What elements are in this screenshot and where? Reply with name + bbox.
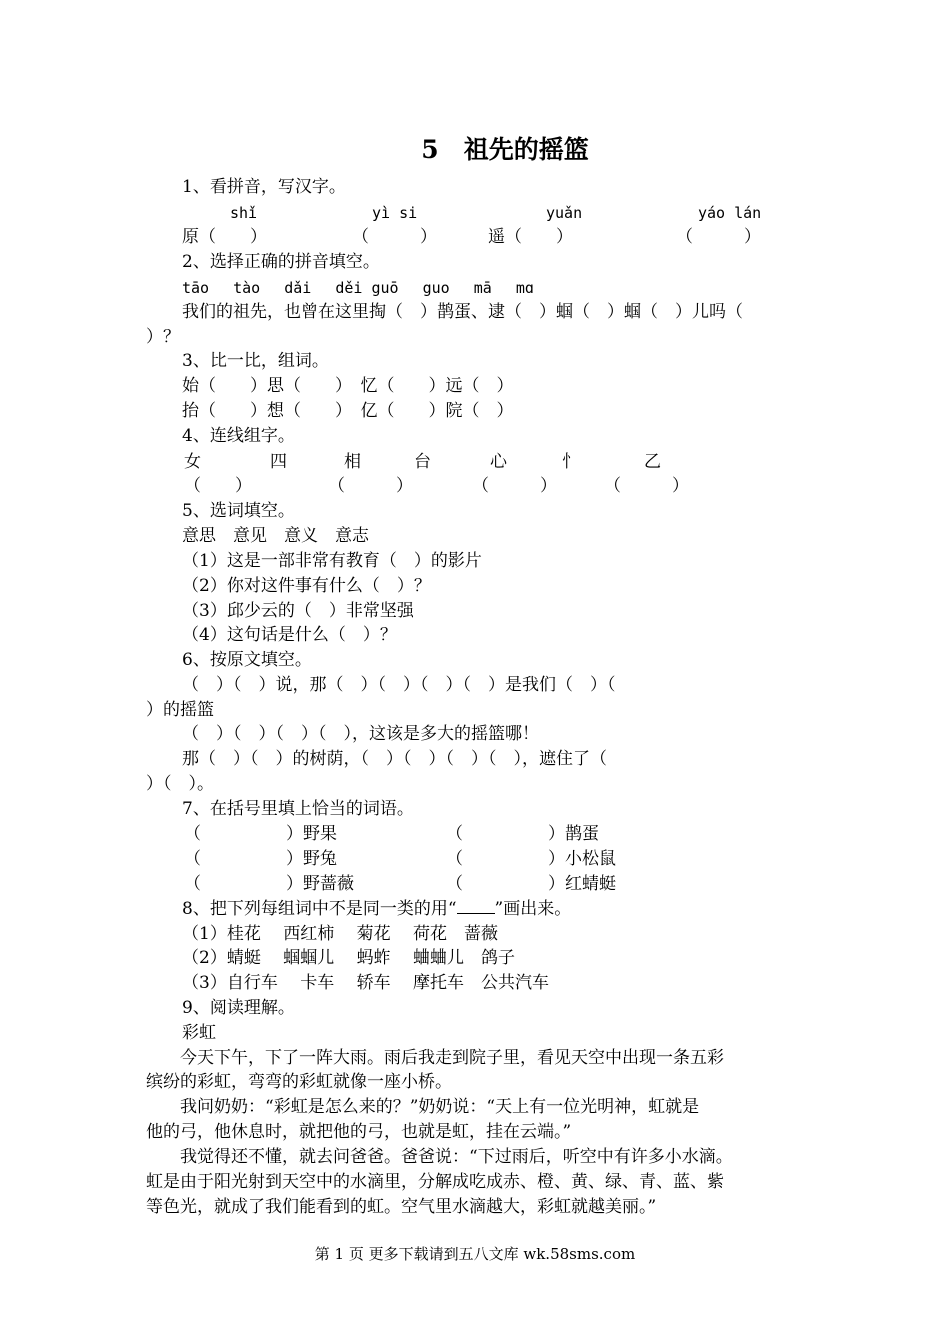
passage-title: 彩虹 — [182, 1023, 216, 1043]
passage-line-3: 我问奶奶：“彩虹是怎么来的？”奶奶说：“天上有一位光明神，虹就是 — [146, 1097, 700, 1117]
q1-heading: 1、看拼音，写汉字。 — [182, 177, 346, 197]
q7-row-3-right: （ ）红蜻蜓 — [446, 874, 616, 894]
q6-line-1: （ ）（ ）说，那（ ）（ ）（ ）（ ）是我们（ ）（ — [182, 675, 616, 695]
q8-heading-end: ”画出来。 — [494, 899, 572, 919]
q1-blank-2: （ ） — [352, 227, 437, 247]
q8-row-2: （2）蜻蜓 蝈蝈儿 蚂蚱 蛐蛐儿 鸽子 — [182, 948, 516, 968]
q4-char-2: 四 — [270, 452, 287, 472]
q6-heading: 6、按原文填空。 — [182, 650, 312, 670]
q4-char-6: 忄 — [562, 452, 579, 472]
q5-item-2: （2）你对这件事有什么（ ）？ — [182, 576, 431, 596]
q7-row-2-right: （ ）小松鼠 — [446, 849, 616, 869]
q4-blank-3: （ ） — [472, 476, 557, 496]
q4-blank-1: （ ） — [184, 476, 252, 496]
q3-heading: 3、比一比，组词。 — [182, 351, 329, 371]
underline-mark — [457, 898, 495, 914]
q7-row-2-left: （ ）野兔 — [184, 849, 337, 869]
q8-row-3: （3）自行车 卡车 轿车 摩托车 公共汽车 — [182, 973, 550, 993]
q6-line-4: 那（ ）（ ）的树荫，（ ）（ ）（ ）（ ），遮住了（ — [182, 749, 607, 769]
q1-blank-3: 遥（ ） — [488, 227, 573, 247]
q4-char-5: 心 — [490, 452, 507, 472]
q6-line-5: ）（ ）。 — [146, 774, 214, 794]
passage-line-2: 缤纷的彩虹，弯弯的彩虹就像一座小桥。 — [146, 1072, 452, 1092]
passage-line-5: 我觉得还不懂，就去问爸爸。爸爸说：“下过雨后，听空中有许多小水滴。 — [146, 1147, 733, 1167]
q8-heading-start: 8、把下列每组词中不是同一类的用“ — [182, 899, 457, 919]
q1-pinyin-4: yáo lán — [698, 204, 762, 222]
q4-blank-2: （ ） — [328, 476, 413, 496]
passage-line-1: 今天下午，下了一阵大雨。雨后我走到院子里，看见天空中出现一条五彩 — [146, 1048, 724, 1068]
q5-item-4: （4）这句话是什么（ ）？ — [182, 625, 397, 645]
q1-pinyin-1: shǐ — [230, 204, 258, 222]
q7-row-3-left: （ ）野蔷薇 — [184, 874, 354, 894]
q3-row-2: 抬（ ）想（ ） 亿（ ）院（ ） — [182, 401, 514, 421]
q4-heading: 4、连线组字。 — [182, 426, 295, 446]
passage-line-4: 他的弓，他休息时，就把他的弓，也就是虹，挂在云端。” — [146, 1122, 572, 1142]
q5-word-list: 意思 意见 意义 意志 — [182, 526, 369, 546]
q2-heading: 2、选择正确的拼音填空。 — [182, 252, 380, 272]
q4-char-7: 乙 — [644, 452, 661, 472]
q3-row-1: 始（ ）思（ ） 忆（ ）远（ ） — [182, 376, 514, 396]
passage-line-6: 虹是由于阳光射到天空中的水滴里，分解成吃成赤、橙、黄、绿、青、蓝、紫 — [146, 1172, 724, 1192]
q1-pinyin-3: yuǎn — [546, 204, 583, 222]
q1-blank-1: 原（ ） — [182, 227, 267, 247]
q8-row-1: （1）桂花 西红柿 菊花 荷花 蔷薇 — [182, 924, 499, 944]
q2-pinyin: tāo tào dǎi děi guō guo mā mɑ — [182, 279, 534, 297]
q6-line-2: ）的摇篮 — [146, 700, 214, 720]
q1-blank-4: （ ） — [676, 227, 761, 247]
q5-item-1: （1）这是一部非常有教育（ ）的影片 — [182, 551, 482, 571]
q7-row-1-left: （ ）野果 — [184, 824, 337, 844]
q5-item-3: （3）邱少云的（ ）非常坚强 — [182, 601, 414, 621]
passage-line-7: 等色光，就成了我们能看到的虹。空气里水滴越大，彩虹就越美丽。” — [146, 1197, 657, 1217]
q1-pinyin-2: yì si — [372, 204, 418, 222]
q4-char-3: 相 — [344, 452, 361, 472]
q7-row-1-right: （ ）鹊蛋 — [446, 824, 599, 844]
q4-char-4: 台 — [414, 452, 431, 472]
q7-heading: 7、在括号里填上恰当的词语。 — [182, 799, 414, 819]
q9-heading: 9、阅读理解。 — [182, 998, 295, 1018]
q6-line-3: （ ）（ ）（ ）（ ），这该是多大的摇篮哪！ — [182, 724, 539, 744]
q4-char-1: 女 — [184, 452, 201, 472]
q5-heading: 5、选词填空。 — [182, 501, 295, 521]
page-footer: 第 1 页 更多下载请到五八文库 wk.58sms.com — [314, 1245, 636, 1263]
q2-sentence-end: ）？ — [146, 327, 180, 347]
q4-blank-4: （ ） — [604, 476, 689, 496]
q2-sentence: 我们的祖先，也曾在这里掏（ ）鹊蛋、逮（ ）蝈（ ）蝈（ ）儿吗（ — [182, 302, 743, 322]
q8-heading — [182, 897, 571, 921]
page-title: 5 祖先的摇篮 — [421, 135, 589, 164]
